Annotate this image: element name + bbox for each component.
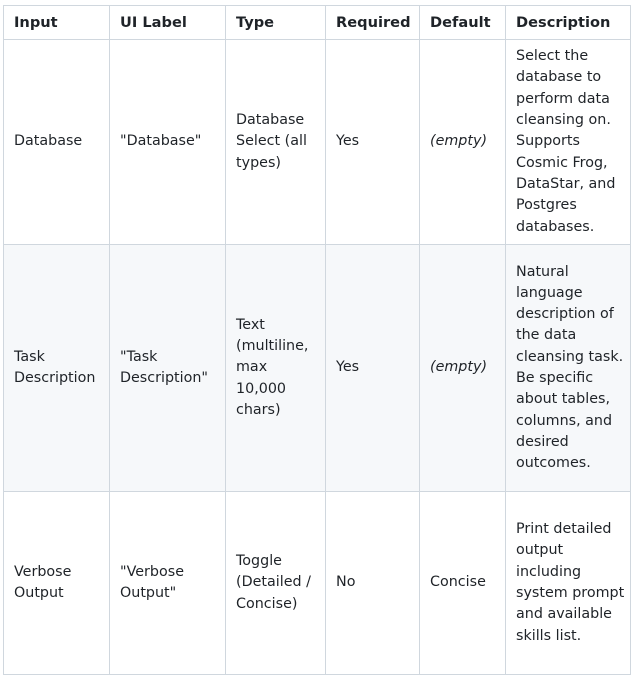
cell-input: Task Description xyxy=(4,245,110,492)
cell-type: Text (multiline, max 10,000 chars) xyxy=(226,245,326,492)
inputs-table-container xyxy=(3,5,631,675)
header-input: Input xyxy=(4,6,110,40)
table-row xyxy=(4,40,631,245)
cell-description: Print detailed output including system prompt and available skills list. xyxy=(506,492,631,675)
cell-required: No xyxy=(326,492,420,675)
header-ui-label: UI Label xyxy=(110,6,226,40)
cell-required: Yes xyxy=(326,245,420,492)
cell-default: (empty) xyxy=(420,40,506,245)
inputs-table xyxy=(3,5,631,675)
cell-input: Database xyxy=(4,40,110,245)
table-header xyxy=(4,6,631,40)
cell-ui-label: "Database" xyxy=(110,40,226,245)
cell-required: Yes xyxy=(326,40,420,245)
header-row xyxy=(4,6,631,40)
cell-ui-label: "Verbose Output" xyxy=(110,492,226,675)
cell-type: Database Select (all types) xyxy=(226,40,326,245)
cell-type: Toggle (Detailed / Concise) xyxy=(226,492,326,675)
header-required: Required xyxy=(326,6,420,40)
header-description: Description xyxy=(506,6,631,40)
header-default: Default xyxy=(420,6,506,40)
cell-default: Concise xyxy=(420,492,506,675)
cell-input: Verbose Output xyxy=(4,492,110,675)
cell-default: (empty) xyxy=(420,245,506,492)
table-row xyxy=(4,245,631,492)
cell-description: Select the database to perform data cleansing on. Supports Cosmic Frog, DataStar, and Postgres databases. xyxy=(506,40,631,245)
cell-description: Natural language description of the data cleansing task. Be specific about tables, columns, and desired outcomes. xyxy=(506,245,631,492)
header-type: Type xyxy=(226,6,326,40)
table-row xyxy=(4,492,631,675)
cell-ui-label: "Task Description" xyxy=(110,245,226,492)
table-body xyxy=(4,40,631,675)
